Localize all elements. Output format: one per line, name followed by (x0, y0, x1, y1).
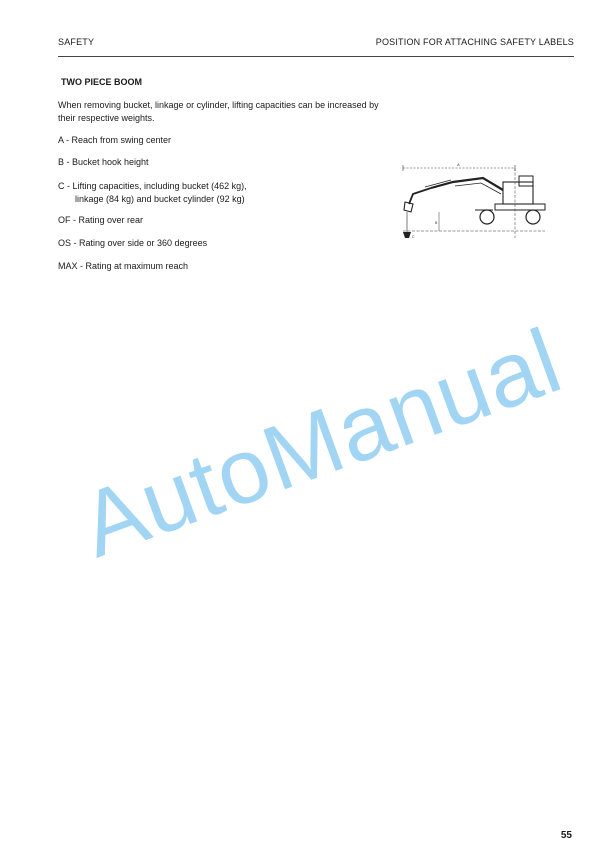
definition-max: MAX - Rating at maximum reach (58, 261, 189, 271)
page-number: 55 (560, 830, 572, 841)
watermark-text: AutoManual (68, 309, 575, 577)
header-divider (58, 56, 574, 57)
diagram-label-c: C (412, 235, 415, 239)
definition-c-line1: C - Lifting capacities, including bucket (462 kg), (58, 181, 247, 191)
definition-os: OS - Rating over side or 360 degrees (58, 238, 208, 248)
section-title: TWO PIECE BOOM (61, 77, 142, 87)
excavator-diagram (395, 160, 555, 250)
definition-c (58, 180, 247, 205)
diagram-label-b: B (435, 221, 438, 225)
definition-of: OF - Rating over rear (58, 215, 144, 225)
header-section-name: SAFETY (58, 37, 95, 47)
definition-a: A - Reach from swing center (58, 135, 172, 145)
definition-c-line2: linkage (84 kg) and bucket cylinder (92 kg) (75, 193, 245, 204)
header-chapter-title: POSITION FOR ATTACHING SAFETY LABELS (375, 37, 574, 47)
diagram-label-a: A (457, 162, 460, 167)
intro-paragraph: When removing bucket, linkage or cylinder, lifting capacities can be increased by their respective weights. (58, 100, 379, 123)
definition-b: B - Bucket hook height (58, 157, 149, 167)
